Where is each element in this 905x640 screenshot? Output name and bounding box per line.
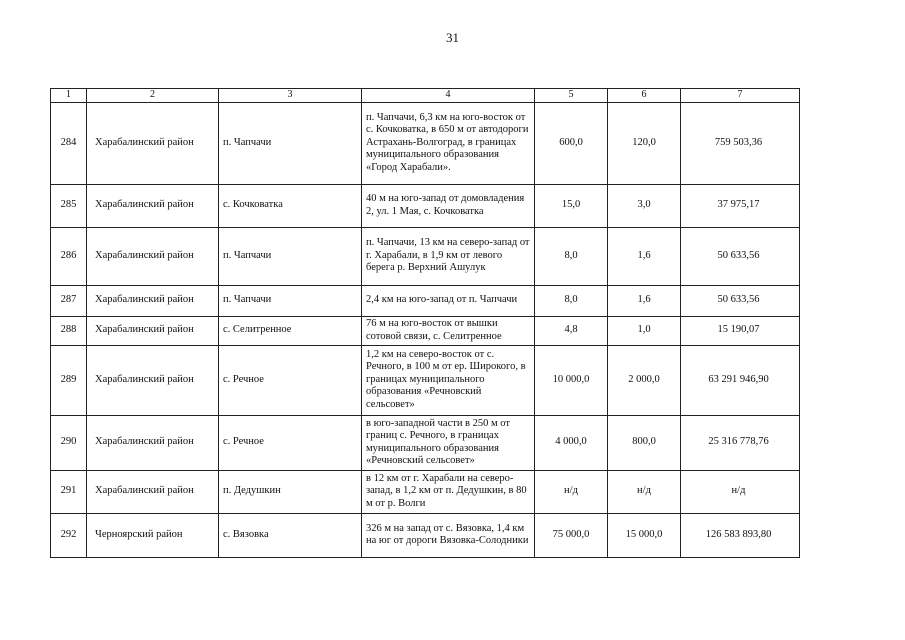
value-col6-cell: 15 000,0: [608, 513, 681, 557]
value-col5-cell: 15,0: [535, 184, 608, 227]
row-number: 288: [51, 316, 87, 345]
value-col6-cell: 120,0: [608, 102, 681, 184]
table-row: [51, 415, 800, 470]
table-row: [51, 227, 800, 285]
table-row: [51, 345, 800, 415]
locality-cell: с. Речное: [219, 345, 362, 415]
district-cell: Харабалинский район: [87, 316, 219, 345]
value-col5-cell: 4,8: [535, 316, 608, 345]
locality-cell: п. Чапчачи: [219, 227, 362, 285]
location-cell: в юго-западной части в 250 м от границ с. Речного, в границах муниципального образования «Речновский сельсовет»: [362, 415, 535, 470]
locality-cell: с. Вязовка: [219, 513, 362, 557]
value-col6-cell: 1,6: [608, 285, 681, 316]
value-col5-cell: 600,0: [535, 102, 608, 184]
location-cell: п. Чапчачи, 13 км на северо-запад от г. Харабали, в 1,9 км от левого берега р. Верхний Ашулук: [362, 227, 535, 285]
register-table: [50, 88, 800, 558]
value-col7-cell: 25 316 778,76: [681, 415, 800, 470]
location-cell: 40 м на юго-запад от домовладения 2, ул. 1 Мая, с. Кочковатка: [362, 184, 535, 227]
row-number: 287: [51, 285, 87, 316]
value-col7-cell: 37 975,17: [681, 184, 800, 227]
locality-cell: с. Речное: [219, 415, 362, 470]
value-col5-cell: н/д: [535, 470, 608, 513]
row-number: 286: [51, 227, 87, 285]
column-header-1: 1: [51, 89, 87, 103]
district-cell: Харабалинский район: [87, 415, 219, 470]
district-cell: Харабалинский район: [87, 184, 219, 227]
value-col7-cell: 50 633,56: [681, 227, 800, 285]
row-number: 284: [51, 102, 87, 184]
table-row: [51, 316, 800, 345]
value-col5-cell: 8,0: [535, 285, 608, 316]
district-cell: Харабалинский район: [87, 470, 219, 513]
value-col6-cell: 1,0: [608, 316, 681, 345]
locality-cell: п. Чапчачи: [219, 102, 362, 184]
value-col7-cell: 126 583 893,80: [681, 513, 800, 557]
table-row: [51, 285, 800, 316]
value-col5-cell: 8,0: [535, 227, 608, 285]
district-cell: Харабалинский район: [87, 345, 219, 415]
value-col7-cell: 50 633,56: [681, 285, 800, 316]
value-col7-cell: 63 291 946,90: [681, 345, 800, 415]
column-header-5: 5: [535, 89, 608, 103]
row-number: 291: [51, 470, 87, 513]
column-header-6: 6: [608, 89, 681, 103]
district-cell: Харабалинский район: [87, 285, 219, 316]
value-col6-cell: 2 000,0: [608, 345, 681, 415]
location-cell: 76 м на юго-восток от вышки сотовой связи, с. Селитренное: [362, 316, 535, 345]
location-cell: в 12 км от г. Харабали на северо-запад, в 1,2 км от п. Дедушкин, в 80 м от р. Волги: [362, 470, 535, 513]
locality-cell: п. Дедушкин: [219, 470, 362, 513]
column-header-7: 7: [681, 89, 800, 103]
table-row: [51, 513, 800, 557]
location-cell: 2,4 км на юго-запад от п. Чапчачи: [362, 285, 535, 316]
locality-cell: п. Чапчачи: [219, 285, 362, 316]
district-cell: Харабалинский район: [87, 227, 219, 285]
location-cell: 1,2 км на северо-восток от с. Речного, в 100 м от ер. Широкого, в границах муниципального образования «Речновский сельсовет»: [362, 345, 535, 415]
value-col5-cell: 75 000,0: [535, 513, 608, 557]
column-header-4: 4: [362, 89, 535, 103]
district-cell: Черноярский район: [87, 513, 219, 557]
value-col6-cell: 3,0: [608, 184, 681, 227]
page-number: 31: [446, 30, 459, 45]
value-col7-cell: 759 503,36: [681, 102, 800, 184]
table-row: [51, 184, 800, 227]
location-cell: п. Чапчачи, 6,3 км на юго-восток от с. Кочковатка, в 650 м от автодороги Астрахань-Волгоград, в границах муниципального образования «Город Харабали».: [362, 102, 535, 184]
table-row: [51, 102, 800, 184]
value-col7-cell: н/д: [681, 470, 800, 513]
value-col5-cell: 4 000,0: [535, 415, 608, 470]
locality-cell: с. Кочковатка: [219, 184, 362, 227]
table-header-row: [51, 89, 800, 103]
value-col5-cell: 10 000,0: [535, 345, 608, 415]
table-row: [51, 470, 800, 513]
district-cell: Харабалинский район: [87, 102, 219, 184]
value-col6-cell: 800,0: [608, 415, 681, 470]
row-number: 289: [51, 345, 87, 415]
locality-cell: с. Селитренное: [219, 316, 362, 345]
value-col6-cell: н/д: [608, 470, 681, 513]
value-col6-cell: 1,6: [608, 227, 681, 285]
row-number: 292: [51, 513, 87, 557]
column-header-3: 3: [219, 89, 362, 103]
value-col7-cell: 15 190,07: [681, 316, 800, 345]
row-number: 290: [51, 415, 87, 470]
row-number: 285: [51, 184, 87, 227]
location-cell: 326 м на запад от с. Вязовка, 1,4 км на юг от дороги Вязовка-Солодники: [362, 513, 535, 557]
register-table-container: [50, 88, 800, 558]
column-header-2: 2: [87, 89, 219, 103]
